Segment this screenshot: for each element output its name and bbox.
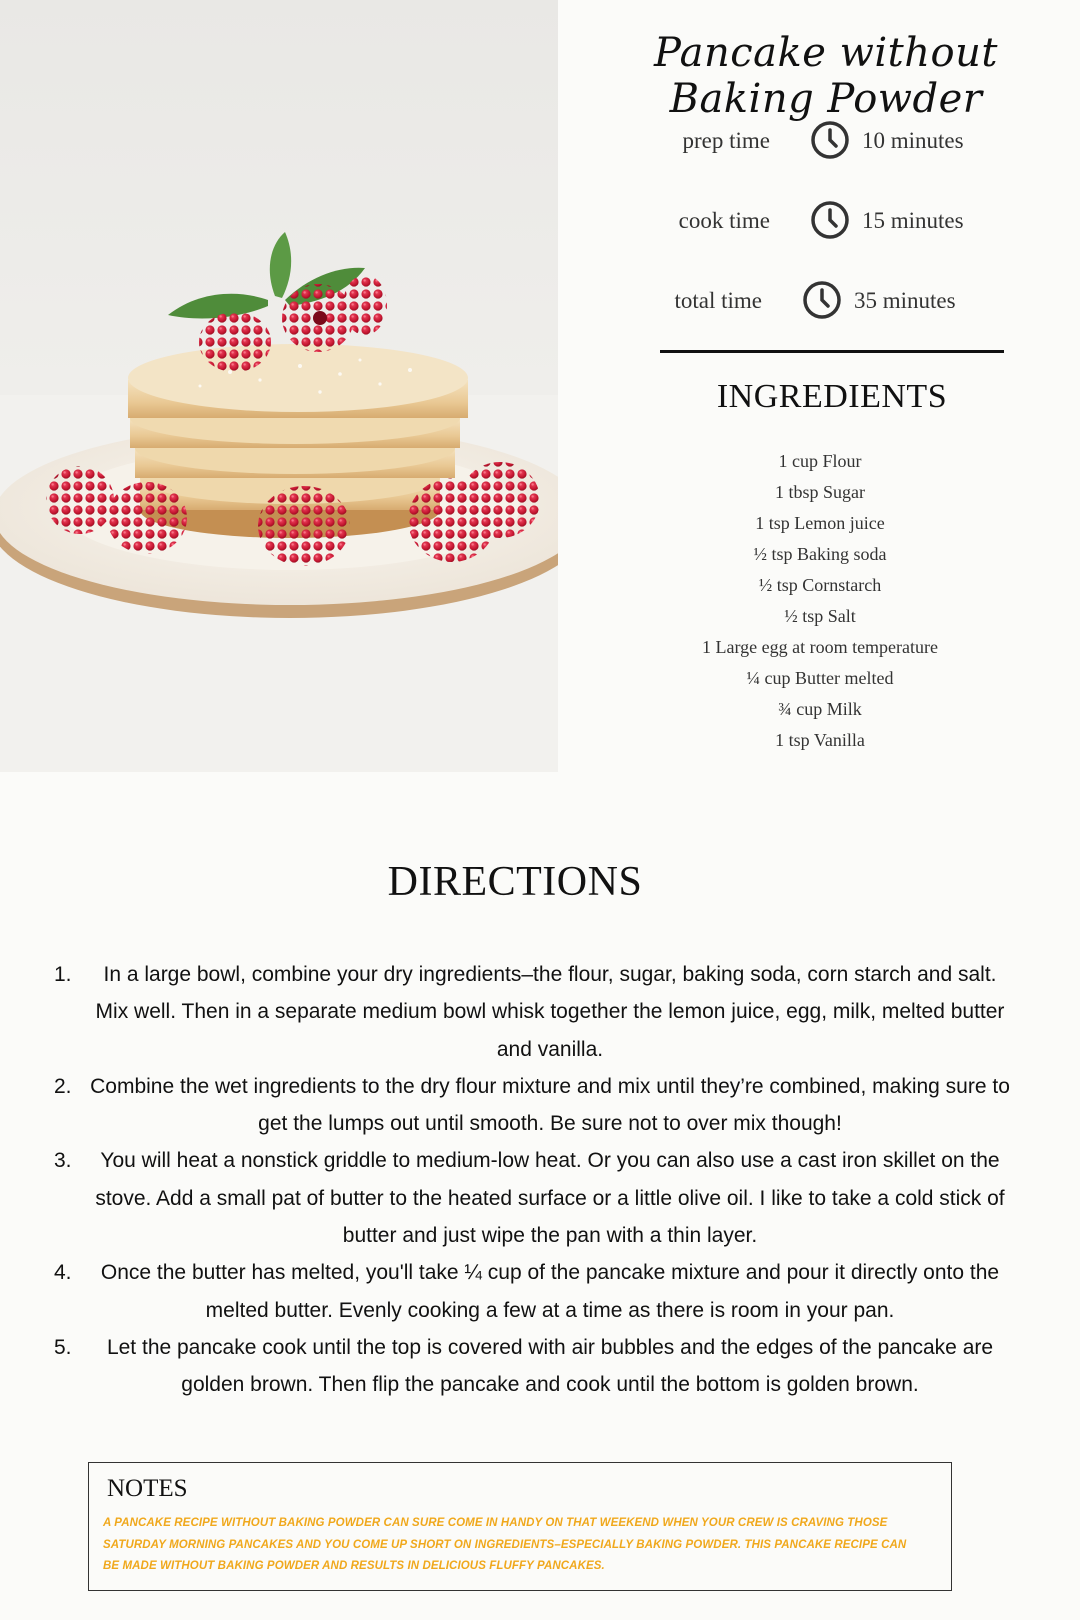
step-number: 2. — [54, 1074, 72, 1098]
notes-box — [88, 1462, 952, 1591]
ingredient-item: ½ tsp Salt — [784, 606, 856, 626]
ingredient-item: ¼ cup Butter melted — [746, 668, 894, 688]
ingredient-item: 1 tsp Lemon juice — [755, 513, 885, 533]
ingredient-item: 1 tsp Vanilla — [775, 730, 865, 750]
direction-step — [50, 956, 1030, 1068]
ingredient-item: 1 cup Flour — [778, 451, 862, 471]
ingredients-list — [610, 446, 1030, 756]
ingredient-item: ½ tsp Baking soda — [753, 544, 887, 564]
clock-icon — [802, 280, 842, 320]
time-value: 15 minutes — [862, 208, 964, 233]
step-text: Once the butter has melted, you'll take ¼ cup of the pancake mixture and pour it directly onto the melted butter. Evenly cooking a few at a time as there is room in your pan. — [100, 1261, 1000, 1322]
divider — [660, 350, 1004, 353]
step-number: 4. — [54, 1261, 72, 1285]
total-time-row — [610, 280, 1050, 324]
step-text: Let the pancake cook until the top is covered with air bubbles and the edges of the pancake are golden brown. Then flip the pancake and cook until the bottom is golden brown. — [106, 1335, 994, 1397]
step-text: In a large bowl, combine your dry ingredients–the flour, sugar, baking soda, corn starch and salt. Mix well. Then in a separate medium bowl whisk together the lemon juice, egg, milk, melted butter and vanilla. — [95, 963, 1005, 1061]
direction-step — [50, 1329, 1030, 1404]
time-label: cook time — [678, 208, 770, 233]
notes-heading: NOTES — [107, 1475, 188, 1502]
step-number: 5. — [54, 1335, 72, 1359]
clock-icon — [810, 120, 850, 160]
ingredient-item: 1 Large egg at room temperature — [701, 637, 939, 657]
ingredient-item: ¾ cup Milk — [778, 699, 862, 719]
step-text: You will heat a nonstick griddle to medium-low heat. Or you can also use a cast iron skillet on the stove. Add a small pat of butter to the heated surface or a little olive oil. I like to take a cold stick of butter and just wipe the pan with a thin layer. — [95, 1149, 1005, 1248]
step-number: 3. — [54, 1149, 72, 1173]
step-text: Combine the wet ingredients to the dry flour mixture and mix until they’re combined, making sure to get the lumps out until smooth. Be sure not to over mix though! — [90, 1074, 1010, 1136]
recipe-title: Pancake without Baking Powder — [654, 30, 998, 122]
ingredients-heading: INGREDIENTS — [716, 378, 948, 415]
time-label: prep time — [682, 128, 770, 153]
time-value: 10 minutes — [862, 128, 964, 153]
directions-list — [50, 956, 1030, 1404]
ingredient-item: 1 tbsp Sugar — [775, 482, 865, 502]
notes-text: A PANCAKE RECIPE WITHOUT BAKING POWDER CAN SURE COME IN HANDY ON THAT WEEKEND WHEN YOUR CREW IS CRAVING THOSE SATURDAY MORNING PANCAKES AND YOU COME UP SHORT ON INGREDIENTS–ESPECIALLY BAKING POWDER. THIS PANCAKE RECIPE CAN BE MADE WITHOUT BAKING POWDER AND RESULTS IN DELICIOUS FLUFFY PANCAKES. — [103, 1517, 907, 1572]
direction-step — [50, 1142, 1030, 1254]
time-value: 35 minutes — [854, 288, 956, 313]
cook-time-row — [610, 200, 1050, 244]
prep-time-row — [610, 120, 1050, 164]
pancake-photo — [0, 0, 558, 772]
clock-icon — [810, 200, 850, 240]
direction-step — [50, 1254, 1030, 1329]
step-number: 1. — [54, 963, 72, 986]
ingredient-item: ½ tsp Cornstarch — [758, 575, 882, 595]
pancake-stack-photo — [0, 0, 558, 772]
time-label: total time — [674, 288, 762, 313]
directions-heading: DIRECTIONS — [387, 859, 643, 905]
direction-step — [50, 1068, 1030, 1143]
